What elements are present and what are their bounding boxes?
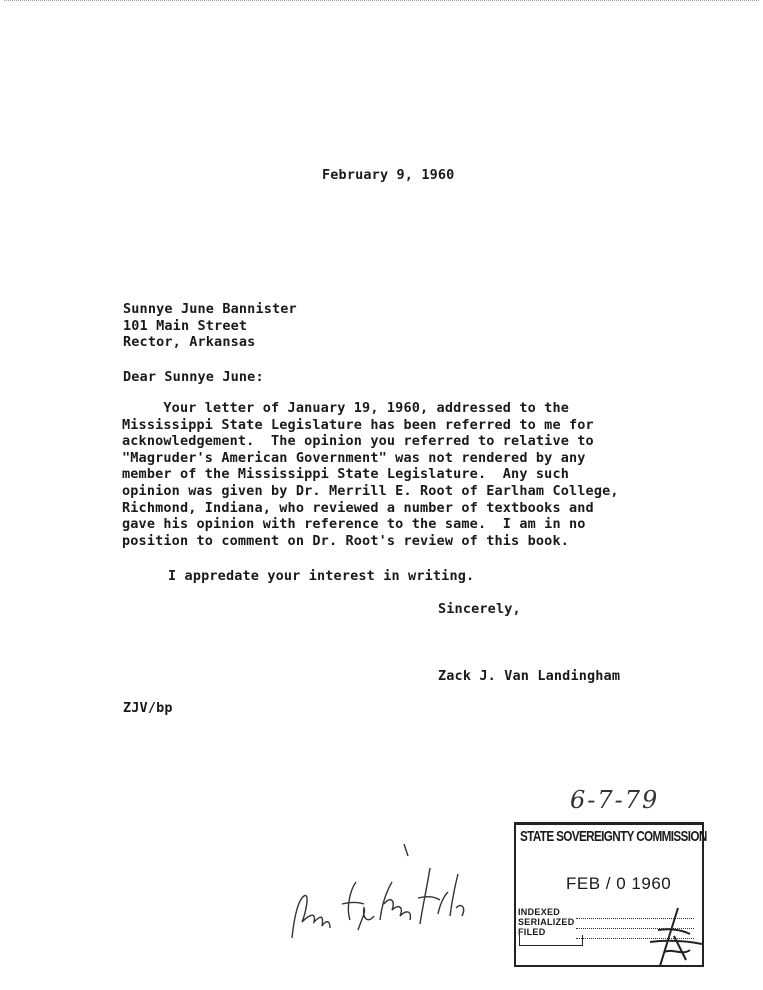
body-line: position to comment on Dr. Root's review of this book.	[122, 532, 569, 549]
body-line: Your letter of January 19, 1960, addressed to the	[122, 400, 569, 416]
closing: Sincerely,	[438, 601, 521, 617]
handwritten-file-note	[280, 838, 480, 948]
body-line: Mississippi State Legislature has been referred to me for	[122, 416, 594, 433]
stamp-inner-box	[519, 935, 583, 946]
handwritten-date: 6-7-79	[570, 786, 660, 814]
letter-date: February 9, 1960	[322, 167, 455, 183]
appreciation-line: I appredate your interest in writing.	[168, 568, 475, 584]
body-line: opinion was given by Dr. Merrill E. Root of Earlham College,	[122, 482, 619, 499]
body-line: acknowledgement. The opinion you referred to relative to	[122, 433, 594, 450]
salutation: Dear Sunnye June:	[123, 369, 264, 385]
signer-name: Zack J. Van Landingham	[438, 668, 621, 684]
letter-body	[122, 400, 619, 549]
body-line: Richmond, Indiana, who reviewed a number of textbooks and	[122, 499, 594, 516]
recipient-address	[123, 301, 297, 351]
recipient-city: Rector, Arkansas	[123, 334, 256, 351]
body-line: "Magruder's American Government" was not rendered by any	[122, 449, 586, 466]
body-line: gave his opinion with reference to the same. I am in no	[122, 516, 586, 533]
recipient-name: Sunnye June Bannister	[123, 301, 297, 317]
scan-border	[4, 0, 759, 3]
stamp-title: STATE SOVEREIGNTY COMMISSION	[520, 828, 707, 845]
recipient-street: 101 Main Street	[123, 317, 248, 334]
stamp-initials-scribble	[630, 900, 710, 970]
typist-initials: ZJV/bp	[123, 700, 173, 716]
body-line: member of the Mississippi State Legislature. Any such	[122, 466, 569, 483]
stamp-date: FEB / 0 1960	[566, 874, 672, 893]
stamp-field-indexed: INDEXED	[518, 907, 561, 917]
stamp-field-filed: FILED	[518, 927, 546, 937]
stamp-field-serialized: SERIALIZED	[518, 917, 575, 927]
